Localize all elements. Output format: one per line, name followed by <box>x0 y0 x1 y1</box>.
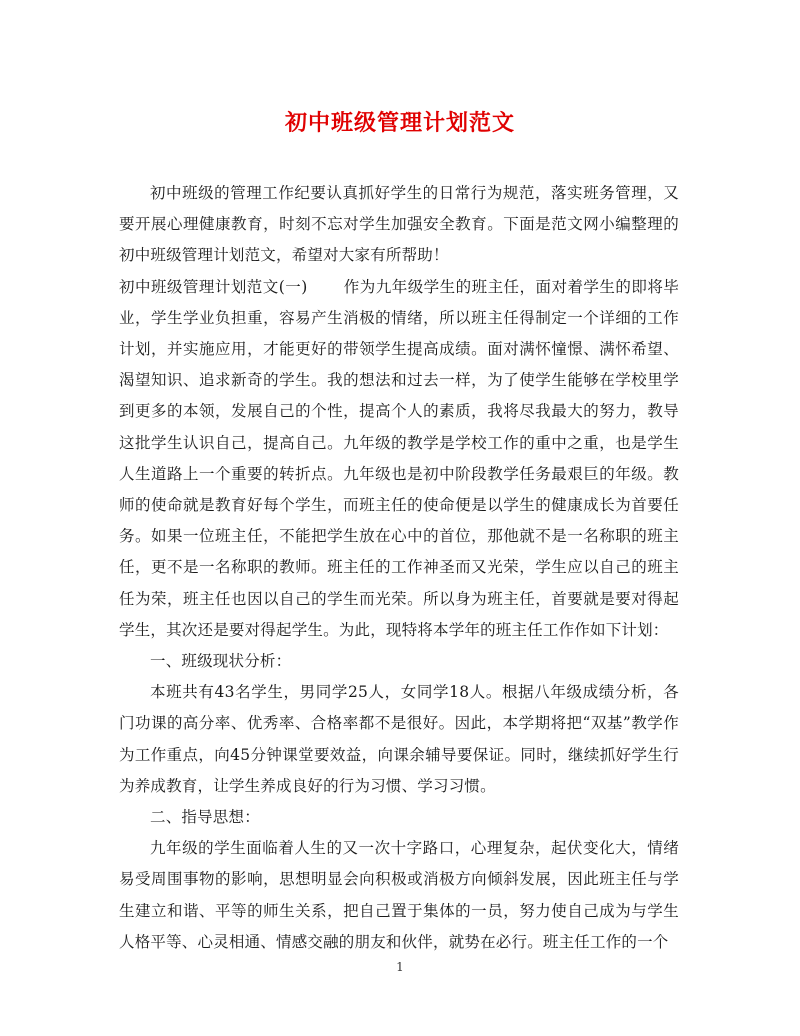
document-title: 初中班级管理计划范文 <box>284 110 515 136</box>
section1-label: 初中班级管理计划范文(一) <box>119 277 308 296</box>
heading-guiding-thought: 二、指导思想： <box>150 808 260 827</box>
intro-paragraph: 初中班级的管理工作纪要认真抓好学生的日常行为规范，落实班务管理，又要开展心理健康教育，时刻不忘对学生加强安全教育。下面是范文网小编整理的初中班级管理计划范文，希望对大家有所帮助！ <box>119 184 679 265</box>
page-number: 1 <box>396 960 404 974</box>
section1-paragraph <box>119 272 679 646</box>
document-body <box>119 178 679 958</box>
situation-paragraph: 本班共有43名学生，男同学25人，女同学18人。根据八年级成绩分析，各门功课的高分率、优秀率、合格率都不是很好。因此，本学期将把“双基”教学作为工作重点，向45分钟课堂要效益，向课余辅导要保证。同时，继续抓好学生行为养成教育，让学生养成良好的行为习惯、学习习惯。 <box>119 683 679 795</box>
heading-situation-analysis: 一、班级现状分析： <box>150 652 292 671</box>
guiding-paragraph: 九年级的学生面临着人生的又一次十字路口，心理复杂，起伏变化大，情绪易受周围事物的影响，思想明显会向积极或消极方向倾斜发展，因此班主任与学生建立和谐、平等的师生关系，把自己置于集体的一员，努力使自己成为与学生人格平等、心灵相通、情感交融的朋友和伙伴，就势在必行。班主任工作的一个 <box>119 839 679 951</box>
section1-text: 作为九年级学生的班主任，面对着学生的即将毕业，学生学业负担重，容易产生消极的情绪，所以班主任得制定一个详细的工作计划，并实施应用，才能更好的带领学生提高成绩。面对满怀憧憬、满怀希望、渴望知识、追求新奇的学生。我的想法和过去一样，为了使学生能够在学校里学到更多的本领，发展自己的个性，提高个人的素质，我将尽我最大的努力，教导这批学生认识自己，提高自己。九年级的教学是学校工作的重中之重，也是学生人生道路上一个重要的转折点。九年级也是初中阶段教学任务最艰巨的年级。教师的使命就是教育好每个学生，而班主任的使命便是以学生的健康成长为首要任务。如果一位班主任，不能把学生放在心中的首位，那他就不是一名称职的班主任，更不是一名称职的教师。班主任的工作神圣而又光荣，学生应以自己的班主任为荣，班主任也因以自己的学生而光荣。所以身为班主任，首要就是要对得起学生，其次还是要对得起学生。为此，现特将本学年的班主任工作作如下计划： <box>119 277 680 639</box>
